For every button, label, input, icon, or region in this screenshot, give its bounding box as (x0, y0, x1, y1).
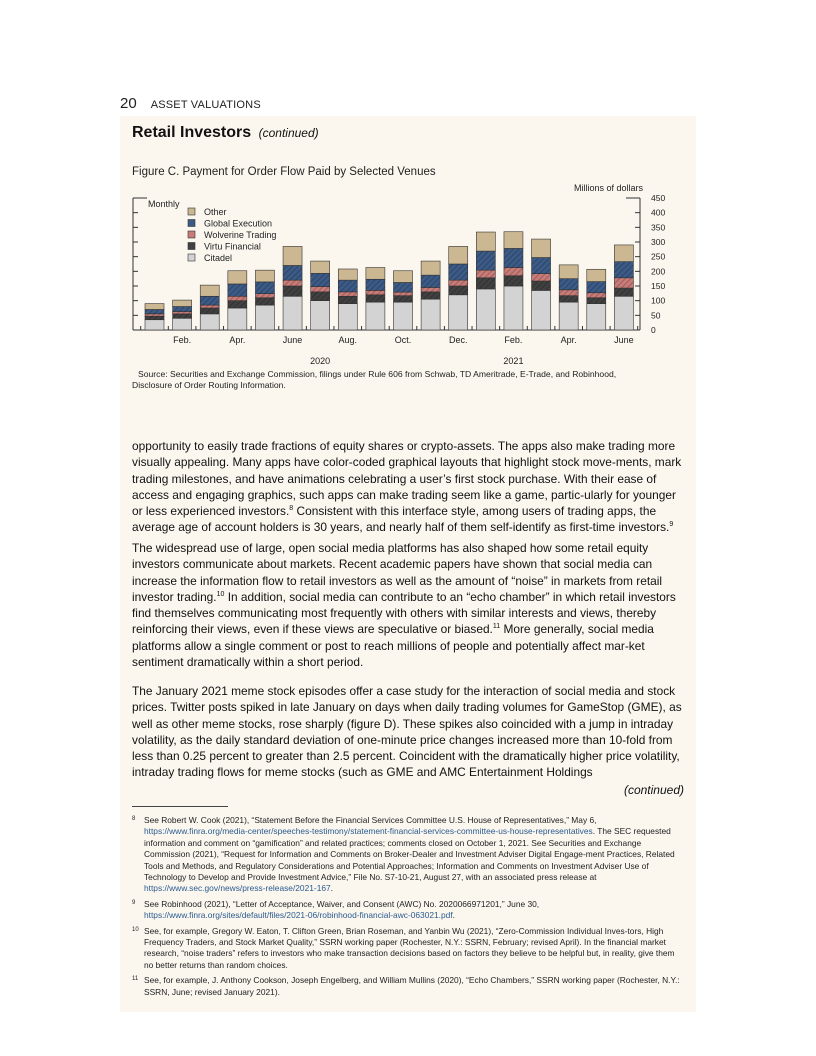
legend-label: Global Execution (204, 218, 273, 229)
bar-segment-hatch (311, 287, 330, 292)
bar-segment-hatch (559, 279, 578, 290)
bar-segment (228, 271, 247, 284)
y-tick-label: 450 (651, 193, 666, 203)
bar-segment (311, 261, 330, 273)
x-tick-label: Apr. (560, 335, 577, 345)
y-tick-label: 50 (651, 310, 661, 321)
bar-segment-hatch (200, 305, 219, 308)
bar-segment-hatch (449, 286, 468, 295)
footnote-link-robinhood-awc[interactable]: https://www.finra.org/sites/default/files/2021-06/robinhood-financial-awc-063021.pdf (144, 910, 453, 921)
bar-segment (587, 269, 606, 281)
bar-segment (173, 318, 192, 330)
bar-segment (532, 239, 551, 257)
legend-label: Other (204, 207, 227, 217)
bar-segment-hatch (614, 278, 633, 288)
page-header (120, 95, 261, 112)
footnote-8 (132, 815, 684, 895)
footnote-text: See Robinhood (2021), “Letter of Acceptance, Waiver, and Consent (AWC) No. 2020066971201,” June 30, (144, 898, 540, 909)
bar-segment-hatch (614, 288, 633, 296)
box-title-text: Retail Investors (132, 124, 252, 141)
y-tick-label: 200 (651, 266, 666, 277)
y-tick-label: 400 (651, 207, 666, 218)
bar-stack (587, 269, 606, 330)
bar-stack (311, 261, 330, 330)
bar-stack (228, 271, 247, 330)
running-head: ASSET VALUATIONS (150, 99, 261, 111)
legend-label: Virtu Financial (204, 241, 261, 252)
bar-segment-hatch (255, 294, 274, 298)
y-tick-label: 0 (651, 325, 656, 335)
footnote-number: 10 (132, 926, 139, 933)
bar-segment (614, 245, 633, 262)
footnote-text: . (452, 910, 455, 921)
bar-segment-hatch (228, 301, 247, 308)
bar-segment (200, 314, 219, 330)
footnote-ref-11[interactable]: 11 (492, 623, 501, 631)
bar-segment-hatch (504, 276, 523, 286)
page-number: 20 (120, 95, 137, 112)
y-tick-label: 150 (651, 281, 666, 291)
bar-segment (283, 246, 302, 265)
bar-stack (366, 268, 385, 330)
bar-segment (394, 302, 413, 330)
footnote-number: 11 (132, 976, 139, 983)
footnote-text: See Robert W. Cook (2021), “Statement Before the Financial Services Committee U.S. House of Representatives,” May 6, (144, 815, 597, 825)
bar-segment-hatch (476, 278, 495, 289)
bar-segment-hatch (421, 287, 440, 291)
retail-investors-box (120, 116, 696, 1012)
bar-segment (255, 305, 274, 330)
footnote-ref-8[interactable]: 8 (289, 505, 294, 513)
bar-segment-hatch (476, 270, 495, 278)
x-tick-label: June (282, 335, 303, 345)
footnote-link-finra-cook[interactable]: https://www.finra.org/media-center/speeches-testimony/statement-financial-services-committee-us-house-representatives (144, 826, 593, 837)
footnote-9 (132, 899, 684, 922)
paragraph-2-text-c: More generally, social media platforms allow a single comment or post to reach millions of people and potentially affect mar-ket sentiment dramatically within a short period. (132, 622, 654, 670)
bar-segment (421, 261, 440, 275)
paragraph-2-text: The widespread use of large, open social media platforms has also shaped how some retail equity investors communicate about markets. Recent academic papers have shown that social media can increase the information flow to retail investors as well as the amount of “noise” in markets from retail investor trading. (132, 541, 663, 604)
stacked-bar-chart (120, 178, 696, 368)
footnote-number: 9 (132, 899, 136, 906)
bar-segment (228, 308, 247, 330)
year-label: 2021 (503, 356, 524, 366)
bar-segment (394, 271, 413, 283)
bar-segment-hatch (394, 282, 413, 292)
bar-segment (200, 285, 219, 296)
bar-segment-hatch (366, 279, 385, 290)
bar-segment (449, 295, 468, 330)
bar-stack (614, 245, 633, 330)
y-axis-label: Millions of dollars (573, 183, 643, 193)
bar-segment (255, 270, 274, 282)
frequency-label: Monthly (148, 199, 180, 209)
bar-segment-hatch (338, 292, 357, 296)
bar-stack (255, 270, 274, 330)
bar-segment (311, 301, 330, 330)
footnote-link-sec-press-release[interactable]: https://www.sec.gov/news/press-release/2021-167 (144, 883, 331, 894)
bar-segment-hatch (449, 264, 468, 280)
bar-segment-hatch (255, 282, 274, 294)
bar-segment-hatch (421, 292, 440, 299)
bar-stack (504, 232, 523, 330)
x-tick-label: Feb. (504, 335, 523, 345)
paragraph-1 (132, 438, 686, 536)
box-title (132, 124, 319, 142)
bar-segment-hatch (338, 280, 357, 292)
bar-segment-hatch (311, 273, 330, 286)
x-tick-label: Aug. (338, 335, 358, 345)
paragraph-2-text-b: In addition, social media can contribute to an “echo chamber” in which retail investors find themselves communicating most frequently with others with similar interests and views, thereby reinforcing their views, even if these views are speculative or biased. (132, 589, 676, 637)
bar-segment-hatch (173, 312, 192, 314)
bar-segment-hatch (394, 292, 413, 296)
bar-segment-hatch (504, 248, 523, 267)
bar-segment (587, 304, 606, 330)
bar-stack (421, 261, 440, 330)
bar-segment-hatch (614, 262, 633, 278)
year-label: 2020 (310, 356, 331, 366)
legend-label: Wolverine Trading (204, 230, 277, 240)
bar-segment (504, 286, 523, 330)
y-tick-label: 350 (651, 222, 666, 233)
bar-segment (421, 299, 440, 330)
bar-segment-hatch (394, 296, 413, 302)
bar-segment (449, 246, 468, 264)
bar-segment-hatch (476, 251, 495, 270)
y-tick-label: 300 (651, 237, 666, 247)
figure-caption: Figure C. Payment for Order Flow Paid by Selected Venues (132, 166, 436, 178)
bar-stack (532, 239, 551, 330)
bar-segment-hatch (449, 280, 468, 286)
bar-stack (338, 269, 357, 330)
bar-segment-hatch (145, 309, 164, 313)
footnote-text: . The SEC requested information and comment on “gamification” and related practices; comments closed on October 1, 2021. See Securities and Exchange Commission (2021), “Request for Information and Comments on Broker-Dealer and Investment Adviser Digital Engage-ment Practices, Related Tools and Methods, and Regulatory Considerations and Potential Approaches; Information and Comments on Investment Adviser Use of Technology to Develop and Provide Investment Advice,” File No. S7-10-21, August 27, with an associated press release at (144, 826, 675, 883)
footnote-ref-10[interactable]: 10 (216, 590, 225, 598)
bar-segment-hatch (587, 282, 606, 293)
bar-segment-hatch (338, 296, 357, 303)
bar-segment (145, 320, 164, 330)
bar-stack (145, 304, 164, 330)
bar-segment-hatch (504, 268, 523, 276)
bar-segment-hatch (200, 308, 219, 314)
bar-segment (366, 302, 385, 330)
x-tick-label: Feb. (173, 335, 192, 345)
x-tick-label: June (614, 335, 634, 345)
legend-swatch (188, 254, 195, 261)
footnote-text: See, for example, J. Anthony Cookson, Joseph Engelberg, and William Mullins (2020), “Echo Chambers,” SSRN working paper (Rochester, N.Y.: SSRN, June; revised January 2021). (144, 975, 680, 997)
bar-segment (338, 269, 357, 280)
x-tick-label: Dec. (448, 335, 468, 345)
source-line-2: Disclosure of Order Routing Information. (132, 380, 286, 390)
x-tick-label: Apr. (229, 335, 246, 345)
bar-segment (559, 265, 578, 279)
bar-segment (366, 268, 385, 280)
bar-segment-hatch (421, 275, 440, 287)
bar-segment (145, 304, 164, 310)
chart-legend (188, 207, 276, 263)
bar-segment (532, 290, 551, 330)
bar-segment-hatch (228, 284, 247, 296)
box-title-suffix: (continued) (258, 126, 319, 140)
paragraph-2 (132, 540, 686, 670)
legend-swatch (188, 231, 195, 238)
x-tick-label: Oct. (394, 335, 412, 345)
bar-stack (173, 300, 192, 330)
bar-segment-hatch (532, 281, 551, 290)
paragraph-3 (132, 683, 686, 781)
bar-segment-hatch (145, 314, 164, 316)
footnote-ref-9[interactable]: 9 (669, 521, 674, 529)
bar-stack (476, 232, 495, 330)
bar-stack (283, 246, 302, 330)
bar-segment (504, 232, 523, 249)
legend-swatch (188, 220, 195, 227)
footnote-10 (132, 926, 684, 972)
footnote-11 (132, 975, 684, 998)
bar-segment-hatch (173, 307, 192, 312)
y-tick-label: 100 (651, 295, 666, 306)
bar-segment-hatch (145, 316, 164, 320)
footnote-number: 8 (132, 816, 136, 822)
bar-segment (173, 300, 192, 306)
bar-segment (283, 296, 302, 330)
bar-stack (394, 271, 413, 330)
bar-segment-hatch (587, 293, 606, 298)
bar-segment-hatch (532, 274, 551, 281)
paragraph-1-text-b: Consistent with this interface style, among users of trading apps, the average age of account holders is 30 years, and nearly half of them self-identify as first-time investors. (132, 504, 670, 535)
bar-segment-hatch (200, 296, 219, 305)
bar-segment-hatch (559, 296, 578, 302)
bar-segment-hatch (559, 290, 578, 296)
source-line-1: Source: Securities and Exchange Commission, filings under Rule 606 from Schwab, TD Ameritrade, E-Trade, and Robinhood, (138, 369, 617, 379)
bar-segment-hatch (311, 292, 330, 301)
bar-segment (476, 289, 495, 330)
bar-segment-hatch (173, 314, 192, 318)
legend-swatch (188, 208, 195, 215)
footnote-rule (132, 806, 228, 807)
footnotes (132, 815, 684, 1002)
bar-segment-hatch (366, 295, 385, 302)
bar-segment-hatch (532, 258, 551, 274)
bar-stack (200, 285, 219, 330)
legend-swatch (188, 243, 195, 250)
bar-segment (338, 304, 357, 330)
bar-segment-hatch (587, 298, 606, 304)
y-tick-label: 250 (651, 251, 666, 262)
bar-segment (476, 232, 495, 251)
bar-segment-hatch (366, 290, 385, 294)
bar-segment-hatch (283, 265, 302, 280)
bar-segment-hatch (255, 298, 274, 305)
bar-segment (614, 296, 633, 330)
footnote-text: . (330, 883, 333, 894)
continued-label: (continued) (623, 783, 684, 797)
paragraph-3-text: The January 2021 meme stock episodes offer a case study for the interaction of social media and stock prices. Twitter posts spiked in late January on days when daily trading volumes for GameStop (GME), as well as other meme stocks, rose sharply (figure D). These spikes also coincided with a jump in intraday volatility, as the daily standard deviation of one-minute price changes increased more than 10-fold from less than 0.25 percent to greater than 2.5 percent. Coincident with the dramatically higher price volatility, intraday trading flows for meme stocks (such as GME and AMC Entertainment Holdings (132, 684, 682, 780)
bar-segment-hatch (228, 296, 247, 300)
legend-label: Citadel (204, 253, 233, 263)
figure-source (132, 369, 672, 391)
paragraph-1-text: opportunity to easily trade fractions of equity shares or crypto-assets. The apps also make trading more visually appealing. Many apps have color-coded graphical layouts that highlight stock move-ments, mark trading milestones, and have animations celebrating a user’s first stock purchase. With their ease of access and engaging graphics, such apps can make trading seem like a game, partic-ularly for younger or less experienced investors. (132, 439, 682, 519)
bar-segment-hatch (283, 286, 302, 296)
bar-stack (559, 265, 578, 330)
bar-segment-hatch (283, 280, 302, 286)
bar-segment (559, 302, 578, 330)
footnote-text: See, for example, Gregory W. Eaton, T. Clifton Green, Brian Roseman, and Yanbin Wu (2021), “Zero-Commission Individual Inves-tors, High Frequency Traders, and Stock Market Quality,” SSRN working paper (Rochester, N.Y.: SSRN, February; revised April). In the financial market research, “noise traders” refers to investors who make transaction decisions based on factors they believe to be helpful but, in reality, give them no better returns than random choices. (144, 925, 675, 970)
bar-stack (449, 246, 468, 330)
